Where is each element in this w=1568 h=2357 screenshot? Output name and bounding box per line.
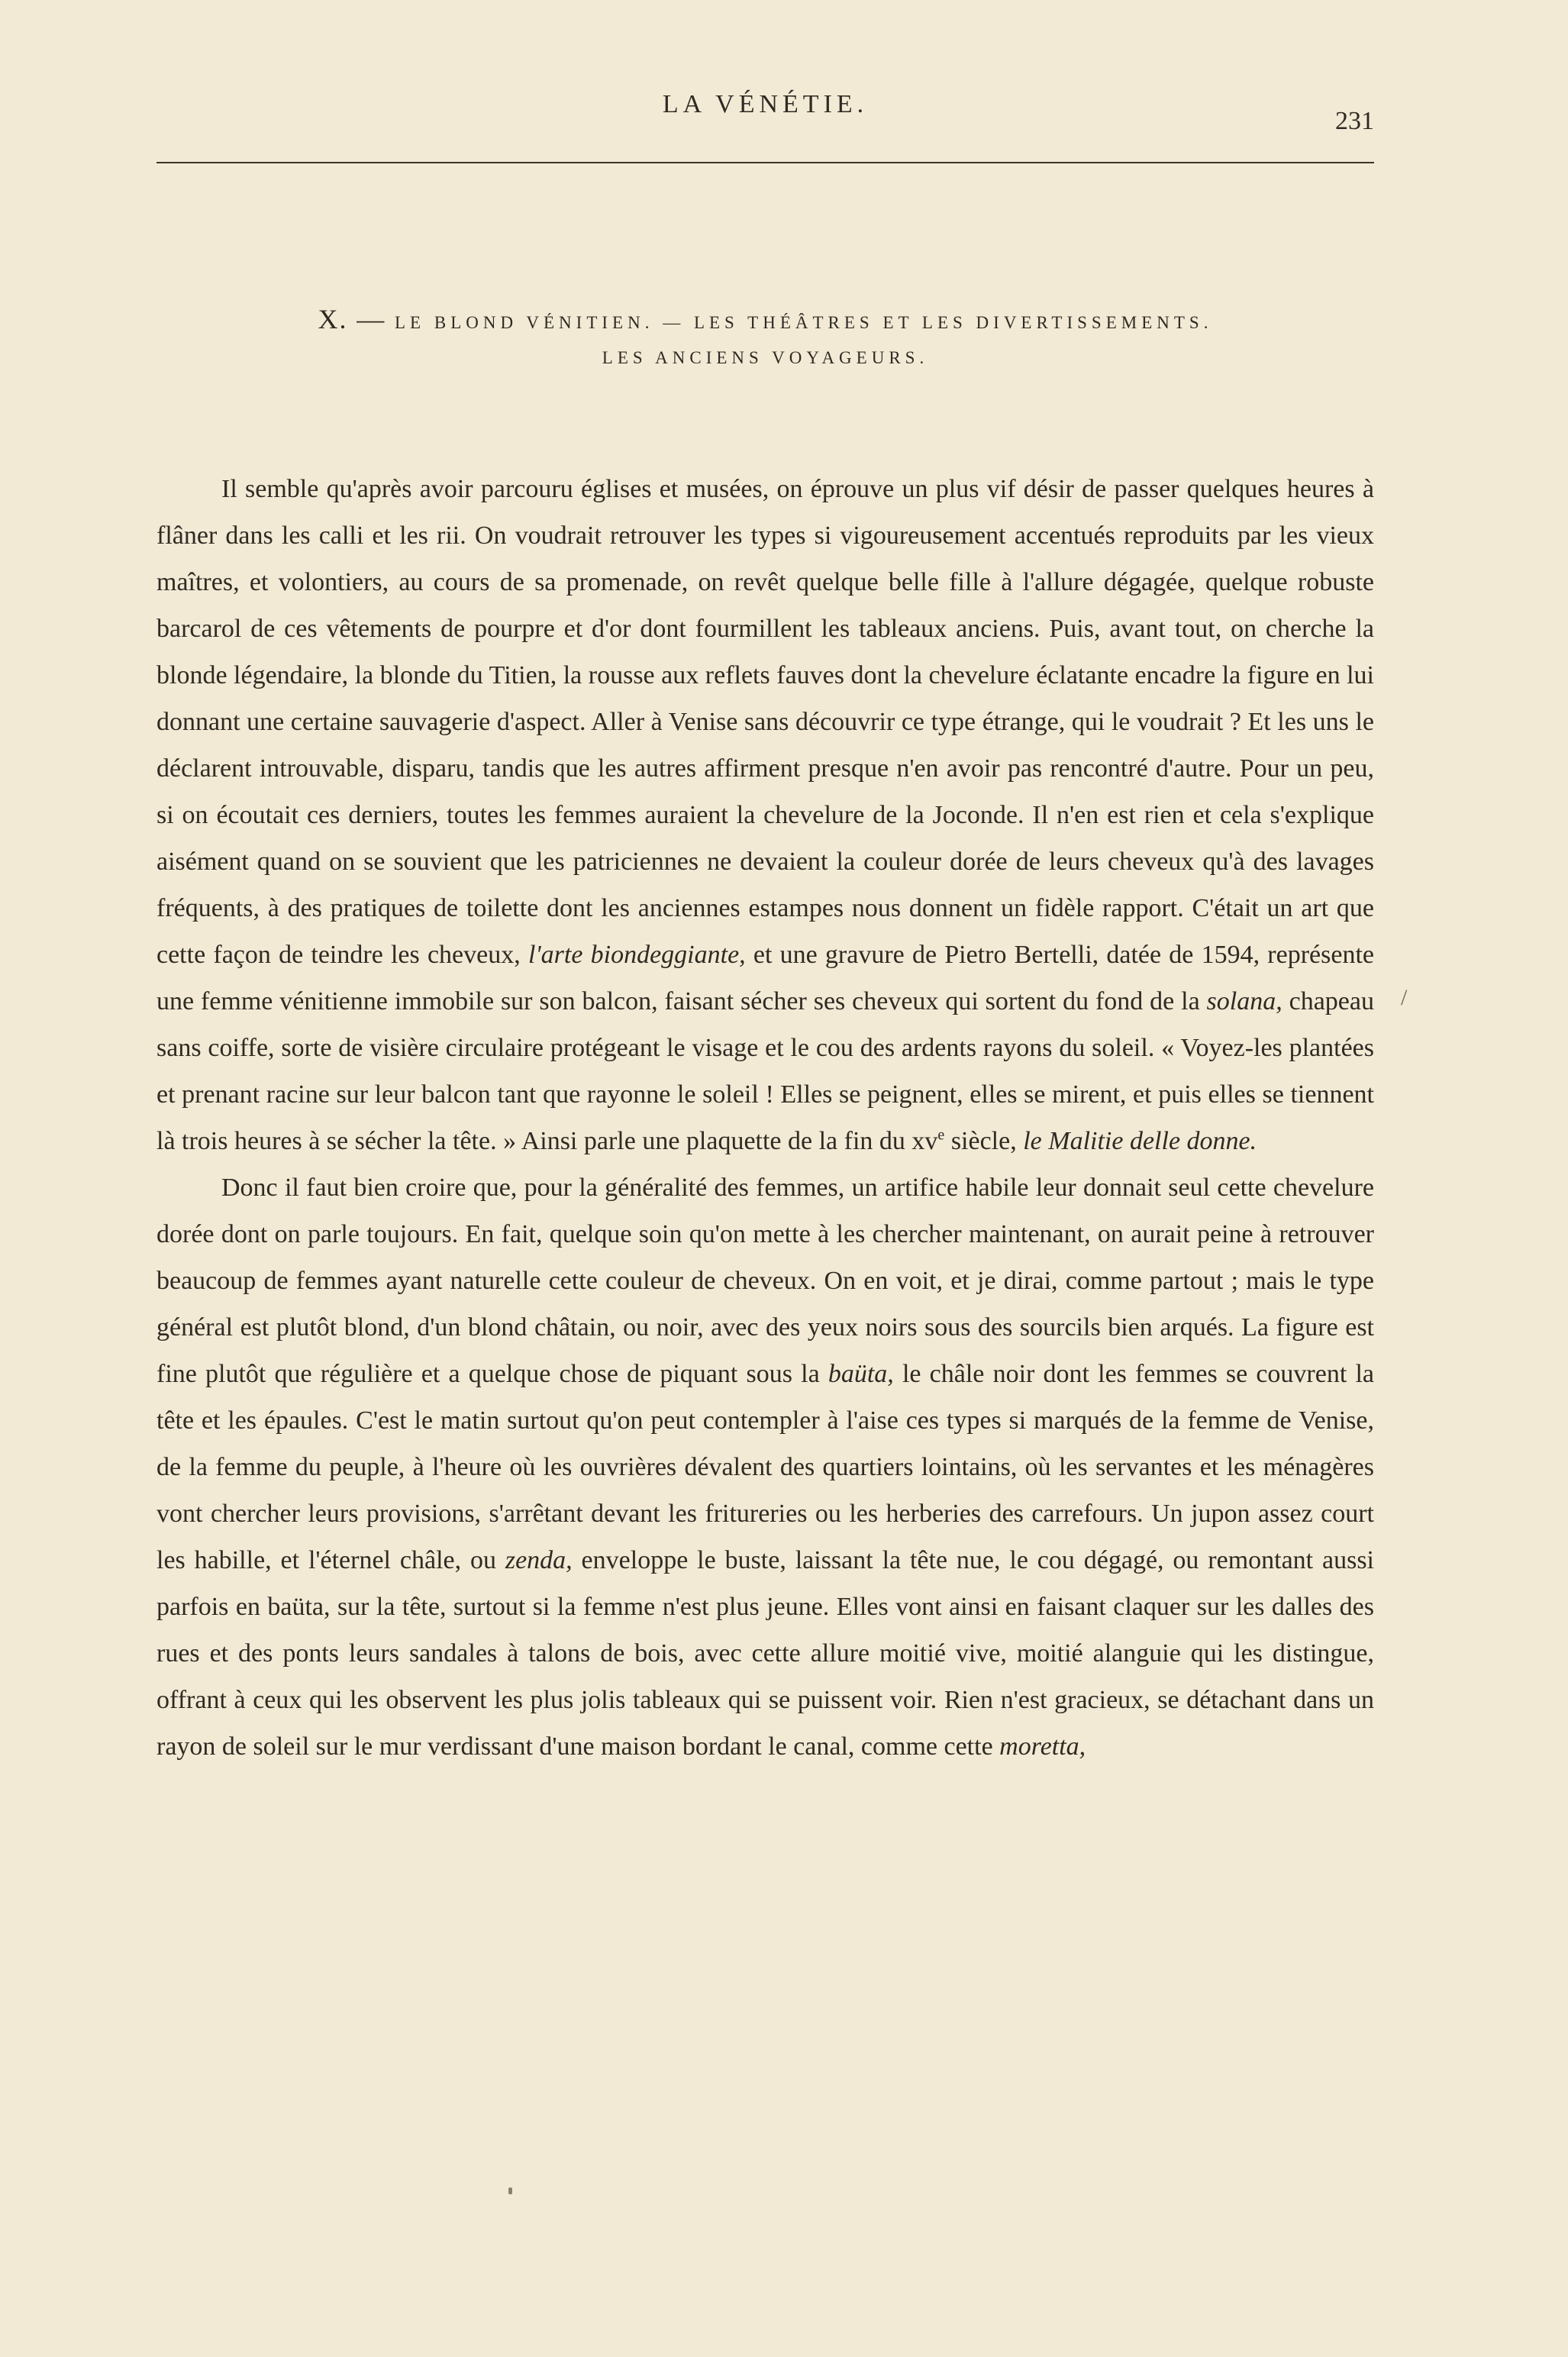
body-text <box>156 466 1374 1770</box>
chapter-title-line-1 <box>156 299 1374 343</box>
header-rule <box>156 162 1374 163</box>
p1-text-1: Il semble qu'après avoir parcouru églises et musées, on éprouve un plus vif désir de passer quelques heures à flâner dans les calli et les rii. On voudrait retrouver les types si vigoureusement accentués reproduits par les vieux maîtres, et volontiers, au cours de sa promenade, on revêt quelque belle fille à l'allure dégagée, quelque robuste barcarol de ces vêtements de pourpre et d'or dont fourmillent les tableaux anciens. Puis, avant tout, on cherche la blonde légendaire, la blonde du Titien, la rousse aux reflets fauves dont la chevelure éclatante encadre la figure en lui donnant une certaine sauvagerie d'aspect. Aller à Venise sans découvrir ce type étrange, qui le voudrait ? Et les uns le déclarent introuvable, disparu, tandis que les autres affirment presque n'en avoir pas rencontré d'autre. Pour un peu, si on écoutait ces derniers, toutes les femmes auraient la chevelure de la Joconde. Il n'en est rien et cela s'explique aisément quand on se souvient que les patriciennes ne devaient la couleur dorée de leurs cheveux qu'à des lavages fréquents, à des pratiques de toilette dont les anciennes estampes nous donnent un fidèle rapport. C'était un art que cette façon de teindre les cheveux, <box>156 475 1374 969</box>
chapter-heading <box>156 299 1374 373</box>
chapter-numeral: X. <box>318 304 348 334</box>
page-number: 231 <box>1335 107 1374 135</box>
p1-superscript: e <box>937 1126 945 1144</box>
margin-mark: / <box>1401 985 1408 1010</box>
p1-text-4: siècle, <box>944 1127 1024 1155</box>
p1-text-2: et une gravure de Pietro Bertelli, datée de 1594, représente une femme vénitienne immobile sur son balcon, faisant sécher ses cheveux qui sortent du fond de la <box>156 941 1374 1015</box>
p1-italic-1: l'arte biondeggiante, <box>528 941 746 969</box>
paragraph-2 <box>156 1164 1374 1770</box>
running-title: LA VÉNÉTIE. <box>662 90 869 118</box>
paragraph-1 <box>156 466 1374 1164</box>
p2-italic-1: baüta, <box>828 1360 894 1388</box>
p2-text-1: Donc il faut bien croire que, pour la généralité des femmes, un artifice habile leur donnait seul cette chevelure dorée dont on parle toujours. En fait, quelque soin qu'on mette à les chercher maintenant, on aurait peine à retrouver beaucoup de femmes ayant naturelle cette couleur de cheveux. On en voit, et je dirai, comme partout ; mais le type général est plutôt blond, d'un blond châtain, ou noir, avec des yeux noirs sous des sourcils bien arqués. La figure est fine plutôt que régulière et a quelque chose de piquant sous la <box>156 1174 1374 1388</box>
p2-italic-3: moretta, <box>999 1732 1086 1761</box>
running-head <box>156 90 1374 135</box>
p2-text-2: le châle noir dont les femmes se couvrent la tête et les épaules. C'est le matin surtout qu'on peut contempler à l'aise ces types si marqués de la femme de Venise, de la femme du peuple, à l'heure où les ouvrières dévalent des quartiers lointains, où les servantes et les ménagères vont chercher leurs provisions, s'arrêtant devant les fritureries ou les herberies des carrefours. Un jupon assez court les habille, et l'éternel châle, ou <box>156 1360 1374 1574</box>
chapter-title-line-2: LES ANCIENS VOYAGEURS. <box>602 348 929 367</box>
chapter-title-text-1: LE BLOND VÉNITIEN. — LES THÉÂTRES ET LES DIVERTISSEMENTS. <box>395 313 1213 332</box>
paper-speck <box>508 2187 512 2194</box>
p2-text-3: enveloppe le buste, laissant la tête nue, le cou dégagé, ou remontant aussi parfois en baüta, sur la tête, surtout si la femme n'est plus jeune. Elles vont ainsi en faisant claquer sur les dalles des rues et des ponts leurs sandales à talons de bois, avec cette allure moitié vive, moitié alanguie qui les distingue, offrant à ceux qui les observent les plus jolis tableaux qui se puissent voir. Rien n'est gracieux, se détachant dans un rayon de soleil sur le mur verdissant d'une maison bordant le canal, comme cette <box>156 1546 1375 1761</box>
p1-text-3: chapeau sans coiffe, sorte de visière circulaire protégeant le visage et le cou des ardents rayons du soleil. « Voyez-les plantées et prenant racine sur leur balcon tant que rayonne le soleil ! Elles se peignent, elles se mirent, et puis elles se tiennent là trois heures à se sécher la tête. » Ainsi parle une plaquette de la fin du xv <box>156 987 1374 1155</box>
p1-italic-2: solana, <box>1206 987 1282 1015</box>
p2-italic-2: zenda, <box>505 1546 573 1574</box>
chapter-dash: — <box>357 304 386 334</box>
p1-italic-3: le Malitie delle donne. <box>1023 1127 1257 1155</box>
